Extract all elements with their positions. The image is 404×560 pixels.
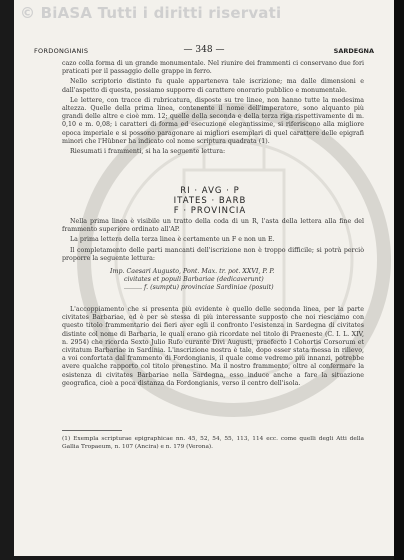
footnote: (1) Exempla scripturae epigraphicae nn. 45, 52, 54, 55, 113, 114 ecc. come quelli degli Atti della Gallia Tropaeum, n. 107 (Ancira) e n. 179 (Verona). bbox=[62, 436, 364, 450]
body-text-top bbox=[62, 60, 364, 158]
reconstruction-line: Imp. Caesari Augusto, Pont. Max. tr. pot. XXVI, P. P. bbox=[110, 268, 275, 275]
reconstruction-line: civitates et populi Barbariae (dedicaverunt) bbox=[124, 276, 264, 284]
paragraph: Nello scriptorio distinto fu quale apparteneva tale iscrizione; ma dalle dimensioni e dall'aspetto di questa, possiamo supporre di carattere onorario pubblico e monumentale. bbox=[62, 78, 364, 94]
inscription-line: RI · AVG · P bbox=[180, 186, 240, 196]
body-text-middle bbox=[62, 218, 364, 265]
paragraph: Nella prima linea è visibile un tratto della coda di un R, l'asta della lettera alla fine del frammento superiore ordinato all'AP. bbox=[62, 218, 364, 234]
page-edge-shadow bbox=[394, 0, 404, 560]
header-place: FORDONGIANIS bbox=[34, 47, 89, 55]
footnote-divider bbox=[62, 430, 122, 431]
body-text-bottom bbox=[62, 306, 364, 388]
paragraph: cazo colla forma di un grande monumentale. Nel riunire dei frammenti ci conservano due fori praticati per il passaggio delle grappe in ferro. bbox=[62, 60, 364, 76]
header-region: SARDEGNA bbox=[333, 47, 374, 55]
watermark-text: © BiASA Tutti i diritti riservati bbox=[20, 4, 282, 22]
inscription-reconstruction bbox=[110, 268, 330, 293]
document-page bbox=[14, 0, 394, 556]
paragraph: La prima lettera della terza linea è certamente un F e non un E. bbox=[70, 236, 275, 244]
paragraph: Il completamento delle parti mancanti dell'iscrizione non è troppo difficile; si potrà perciò proporre la seguente lettura: bbox=[62, 246, 364, 262]
paragraph: Le lettere, con tracce di rubricatura, disposte su tre linee, non hanno tutte la medesima altezza. Quelle della prima linea, contenente il nome dell'imperatore, sono alquanto più grandi delle altre e cioè mm. 12; quelle della seconda e della terza riga rispettivamente di m. 0,10 e m. 0,08; i caratteri di forma ed esecuzione elegantissime, si riferiscono alla migliore epoca imperiale e si possono paragonare ai migliori esemplari di quel carattere delle epigrafi minori che l'Hübner ha indicato col nome scriptura quadrata (1). bbox=[62, 96, 364, 145]
paragraph: L'accoppiamento che si presenta più evidente è quello delle seconda linea, per la parte civitates Barbariae, ed è per sè stessa di più interessante supposto che noi riesciamo con questo titolo frammentario dei fieri aver egli il confronto l'esistenza in Sardegna di civitates distinte col nome di Barbaria, le quali erano già ricordate nel titolo di Praeneste (C. I. L. XIV, n. 2954) che ricorda Sexto Julio Rufo curante Divi Augusti, praefecto I Cohortis Corsorum et civitatum Barbariae in Sardinia. L'inscrizione nostra è tale, dopo esser stata messa in rilievo, a voi confortata dal frammento di Fordongianis, il quale come vedremo più innanzi, potrebbe avere qualche rapporto col titolo prenestino. Ma il nostro frammento, oltre al confermare la esistenza di civitates Barbariae nella Sardegna, esso induce anche a fare la situazione geografica, cioè a poca distanza da Fordongianis, verso il centro dell'isola. bbox=[62, 306, 364, 387]
page-number: — 348 — bbox=[183, 45, 225, 55]
paragraph: Riesumati i frammenti, si ha la seguente lettura: bbox=[70, 148, 226, 156]
inscription-transcription bbox=[150, 186, 270, 216]
inscription-line: ITATES · BARB bbox=[173, 196, 247, 206]
reconstruction-line: ......... f. (sumptu) provinciae Sardiniae (posuit) bbox=[124, 284, 274, 292]
inscription-line: F · PROVINCIA bbox=[173, 206, 247, 216]
page-header bbox=[34, 45, 374, 57]
